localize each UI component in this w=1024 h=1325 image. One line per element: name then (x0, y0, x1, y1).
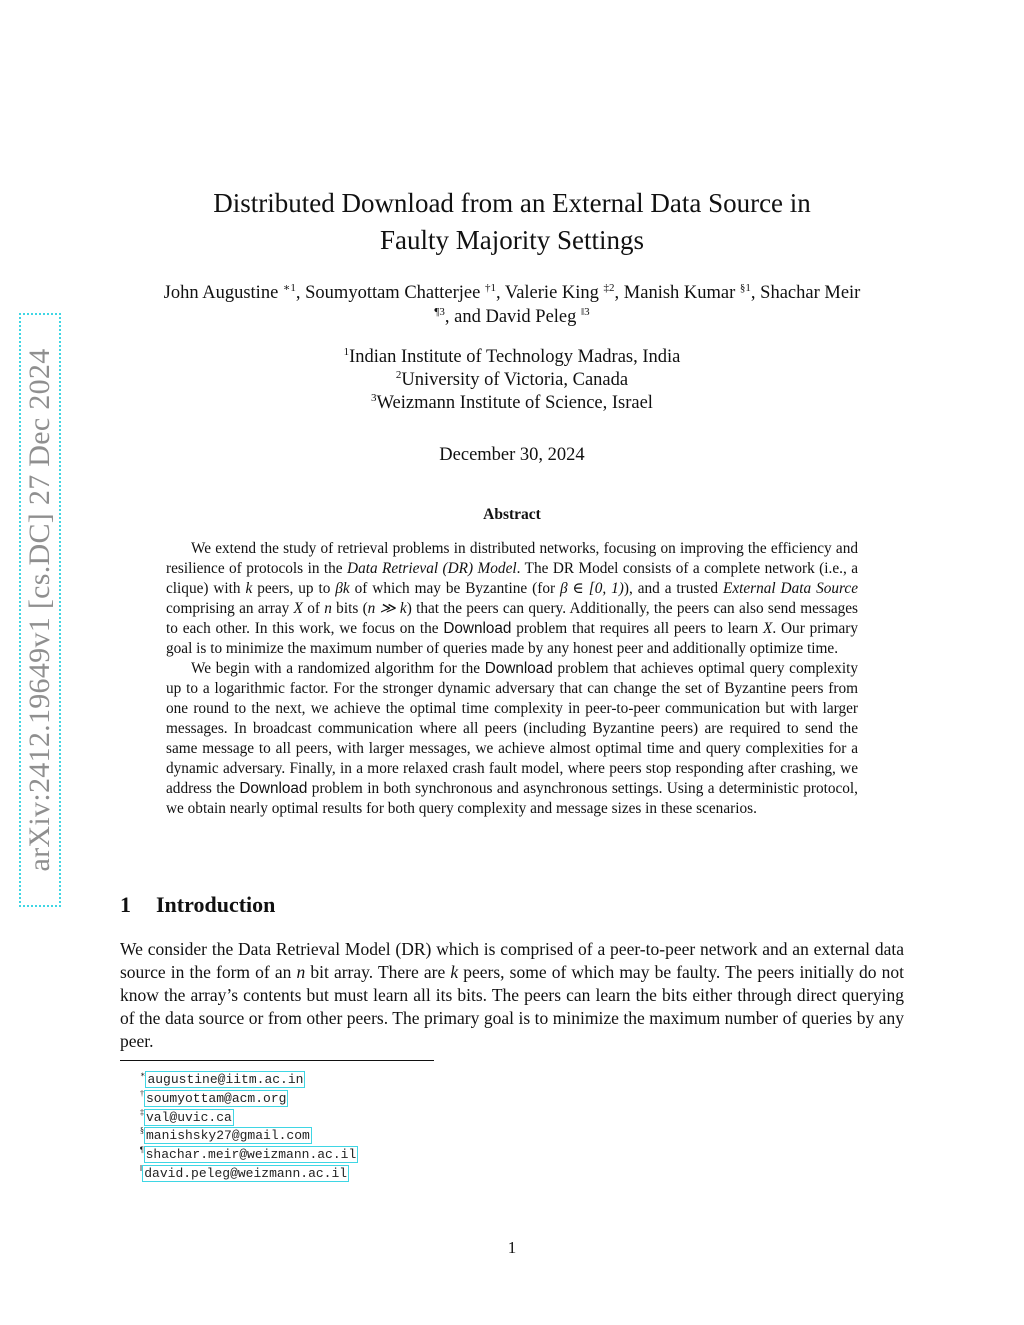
paper-date: December 30, 2024 (439, 445, 585, 465)
author-name: Valerie King (504, 283, 599, 303)
intro-paragraph: We consider the Data Retrieval Model (DR) which is comprised of a peer-to-peer network and an external data source in the form of an n bit array. There are k peers, some of which may be faulty. The peers initially do not know the array’s contents but must learn all its bits. The peers can learn the bits either through direct querying of the data source or from other peers. The primary goal is to minimize the maximum number of queries by any peer. (120, 939, 904, 1051)
affiliation-number: 1 (343, 345, 350, 358)
footnote-mark: § (140, 1126, 144, 1136)
title-line-1: Distributed Download from an External Data Source in (213, 188, 811, 218)
math-n: n (324, 600, 332, 617)
author-name: David Peleg (485, 307, 577, 327)
arxiv-stamp-text: arXiv:2412.19649v1 [cs.DC] 27 Dec 2024 (23, 348, 56, 872)
author-joiner: and (454, 307, 481, 327)
affiliation-number: 2 (395, 368, 402, 381)
email-link[interactable]: val@uvic.ca (146, 1109, 232, 1125)
affiliation (200, 369, 824, 392)
email-link[interactable]: david.peleg@weizmann.ac.il (144, 1165, 348, 1181)
math-n-gg-k: n ≫ k (367, 600, 407, 617)
author-footnote-mark[interactable]: †1 (484, 281, 496, 294)
abstract-paragraph-1: We extend the study of retrieval problems in distributed networks, focusing on improving the efficiency and resilience of protocols in the Data Retrieval (DR) Model. The DR Model consists of a complete network (i.e., a clique) with k peers, up to βk of which may be Byzantine (for β ∈ [0, 1)), and a trusted External Data Source comprising an array X of n bits (n ≫ k) that the peers can query. Additionally, the peers can also send messages to each other. In this work, we focus on the Download problem that requires all peers to learn X. Our primary goal is to minimize the maximum number of queries made by any honest peer and additionally optimize time. (166, 540, 859, 657)
affiliation (200, 346, 824, 369)
section-number: 1 (120, 892, 131, 917)
page-number: 1 (507, 1238, 517, 1257)
affiliation-name: Weizmann Institute of Science, Israel (376, 393, 653, 413)
download-problem-name: Download (443, 620, 512, 637)
footnote-mark: † (140, 1088, 144, 1098)
math-beta-range: β ∈ [0, 1) (559, 580, 624, 597)
abstract-paragraph-2: We begin with a randomized algorithm for the Download problem that achieves optimal query complexity up to a logarithmic factor. For the stronger dynamic adversary that can change the set of Byzantine peers from one round to the next, we achieve the optimal time complexity in peer-to-peer communication but with larger messages. In broadcast communication where all peers (including Byzantine peers) are required to send the same message to all peers, with larger messages, we achieve almost optimal time and query complexities for a dynamic adversary. Finally, in a more relaxed crash fault model, where peers stop responding after crashing, we address the Download problem in both synchronous and asynchronous settings. Using a deterministic protocol, we obtain nearly optimal results for both query complexity and message sizes in these scenarios. (166, 660, 858, 817)
author-footnote-mark[interactable]: ‖3 (581, 305, 590, 318)
author-footnote-mark[interactable]: §1 (739, 281, 751, 294)
affiliation-number: 3 (371, 391, 377, 404)
download-problem-name: Download (484, 660, 553, 677)
email-link[interactable]: soumyottam@acm.org (146, 1090, 287, 1106)
email-link[interactable]: manishsky27@gmail.com (146, 1128, 310, 1144)
footnote-mark: ¶ (140, 1145, 144, 1155)
author-name: Shachar Meir (760, 283, 861, 303)
affiliation-name: University of Victoria, Canada (401, 370, 629, 390)
math-beta-k: βk (335, 580, 350, 597)
download-problem-name: Download (239, 780, 308, 797)
math-X: X (763, 620, 773, 637)
footnote-mark: ‡ (140, 1107, 144, 1117)
section-title: Introduction (156, 892, 276, 917)
affiliation-name: Indian Institute of Technology Madras, India (349, 347, 681, 367)
author-name: Manish Kumar (623, 283, 736, 303)
footnote-mark: ∗ (140, 1070, 146, 1079)
abstract-body (166, 539, 858, 819)
email-link[interactable]: augustine@iitm.ac.in (147, 1072, 304, 1087)
affiliation-list (200, 346, 824, 415)
math-X: X (293, 600, 303, 617)
abstract-heading: Abstract (483, 506, 541, 523)
footnote-item (140, 1141, 358, 1163)
author-name: John Augustine (163, 283, 279, 303)
footnote-item (140, 1122, 358, 1144)
footnote-divider (120, 1060, 434, 1061)
footnote-item (140, 1066, 358, 1085)
affiliation (200, 392, 824, 415)
math-k: k (450, 962, 459, 982)
author-footnote-mark[interactable]: ∗1 (282, 281, 296, 294)
paper-title (150, 185, 874, 259)
author-footnote-mark[interactable]: ‡2 (603, 281, 615, 294)
model-name: Data Retrieval (DR) Model (347, 560, 517, 577)
math-k: k (245, 580, 253, 597)
author-name: Soumyottam Chatterjee (305, 283, 481, 303)
section-heading-introduction (120, 892, 275, 918)
math-n: n (296, 962, 306, 982)
footnote-mark: ‖ (140, 1163, 143, 1173)
footnote-item (140, 1085, 358, 1104)
source-name: External Data Source (722, 580, 858, 597)
title-line-2: Faulty Majority Settings (379, 225, 644, 255)
email-link[interactable]: shachar.meir@weizmann.ac.il (145, 1147, 357, 1163)
author-footnote-mark[interactable]: ¶3 (434, 305, 445, 318)
footnote-list (140, 1066, 358, 1179)
author-list: John Augustine $^{∗1}$, Soumyottam Chatterjee $^{\dagger 1}$, Valerie King $^{\ddagger 2}$, Manish Kumar $^{\S 1}$, Shachar Meir $^{\P 3}$, and David Peleg $^{‖3}$ (163, 281, 861, 327)
footnote-item (140, 1160, 358, 1179)
